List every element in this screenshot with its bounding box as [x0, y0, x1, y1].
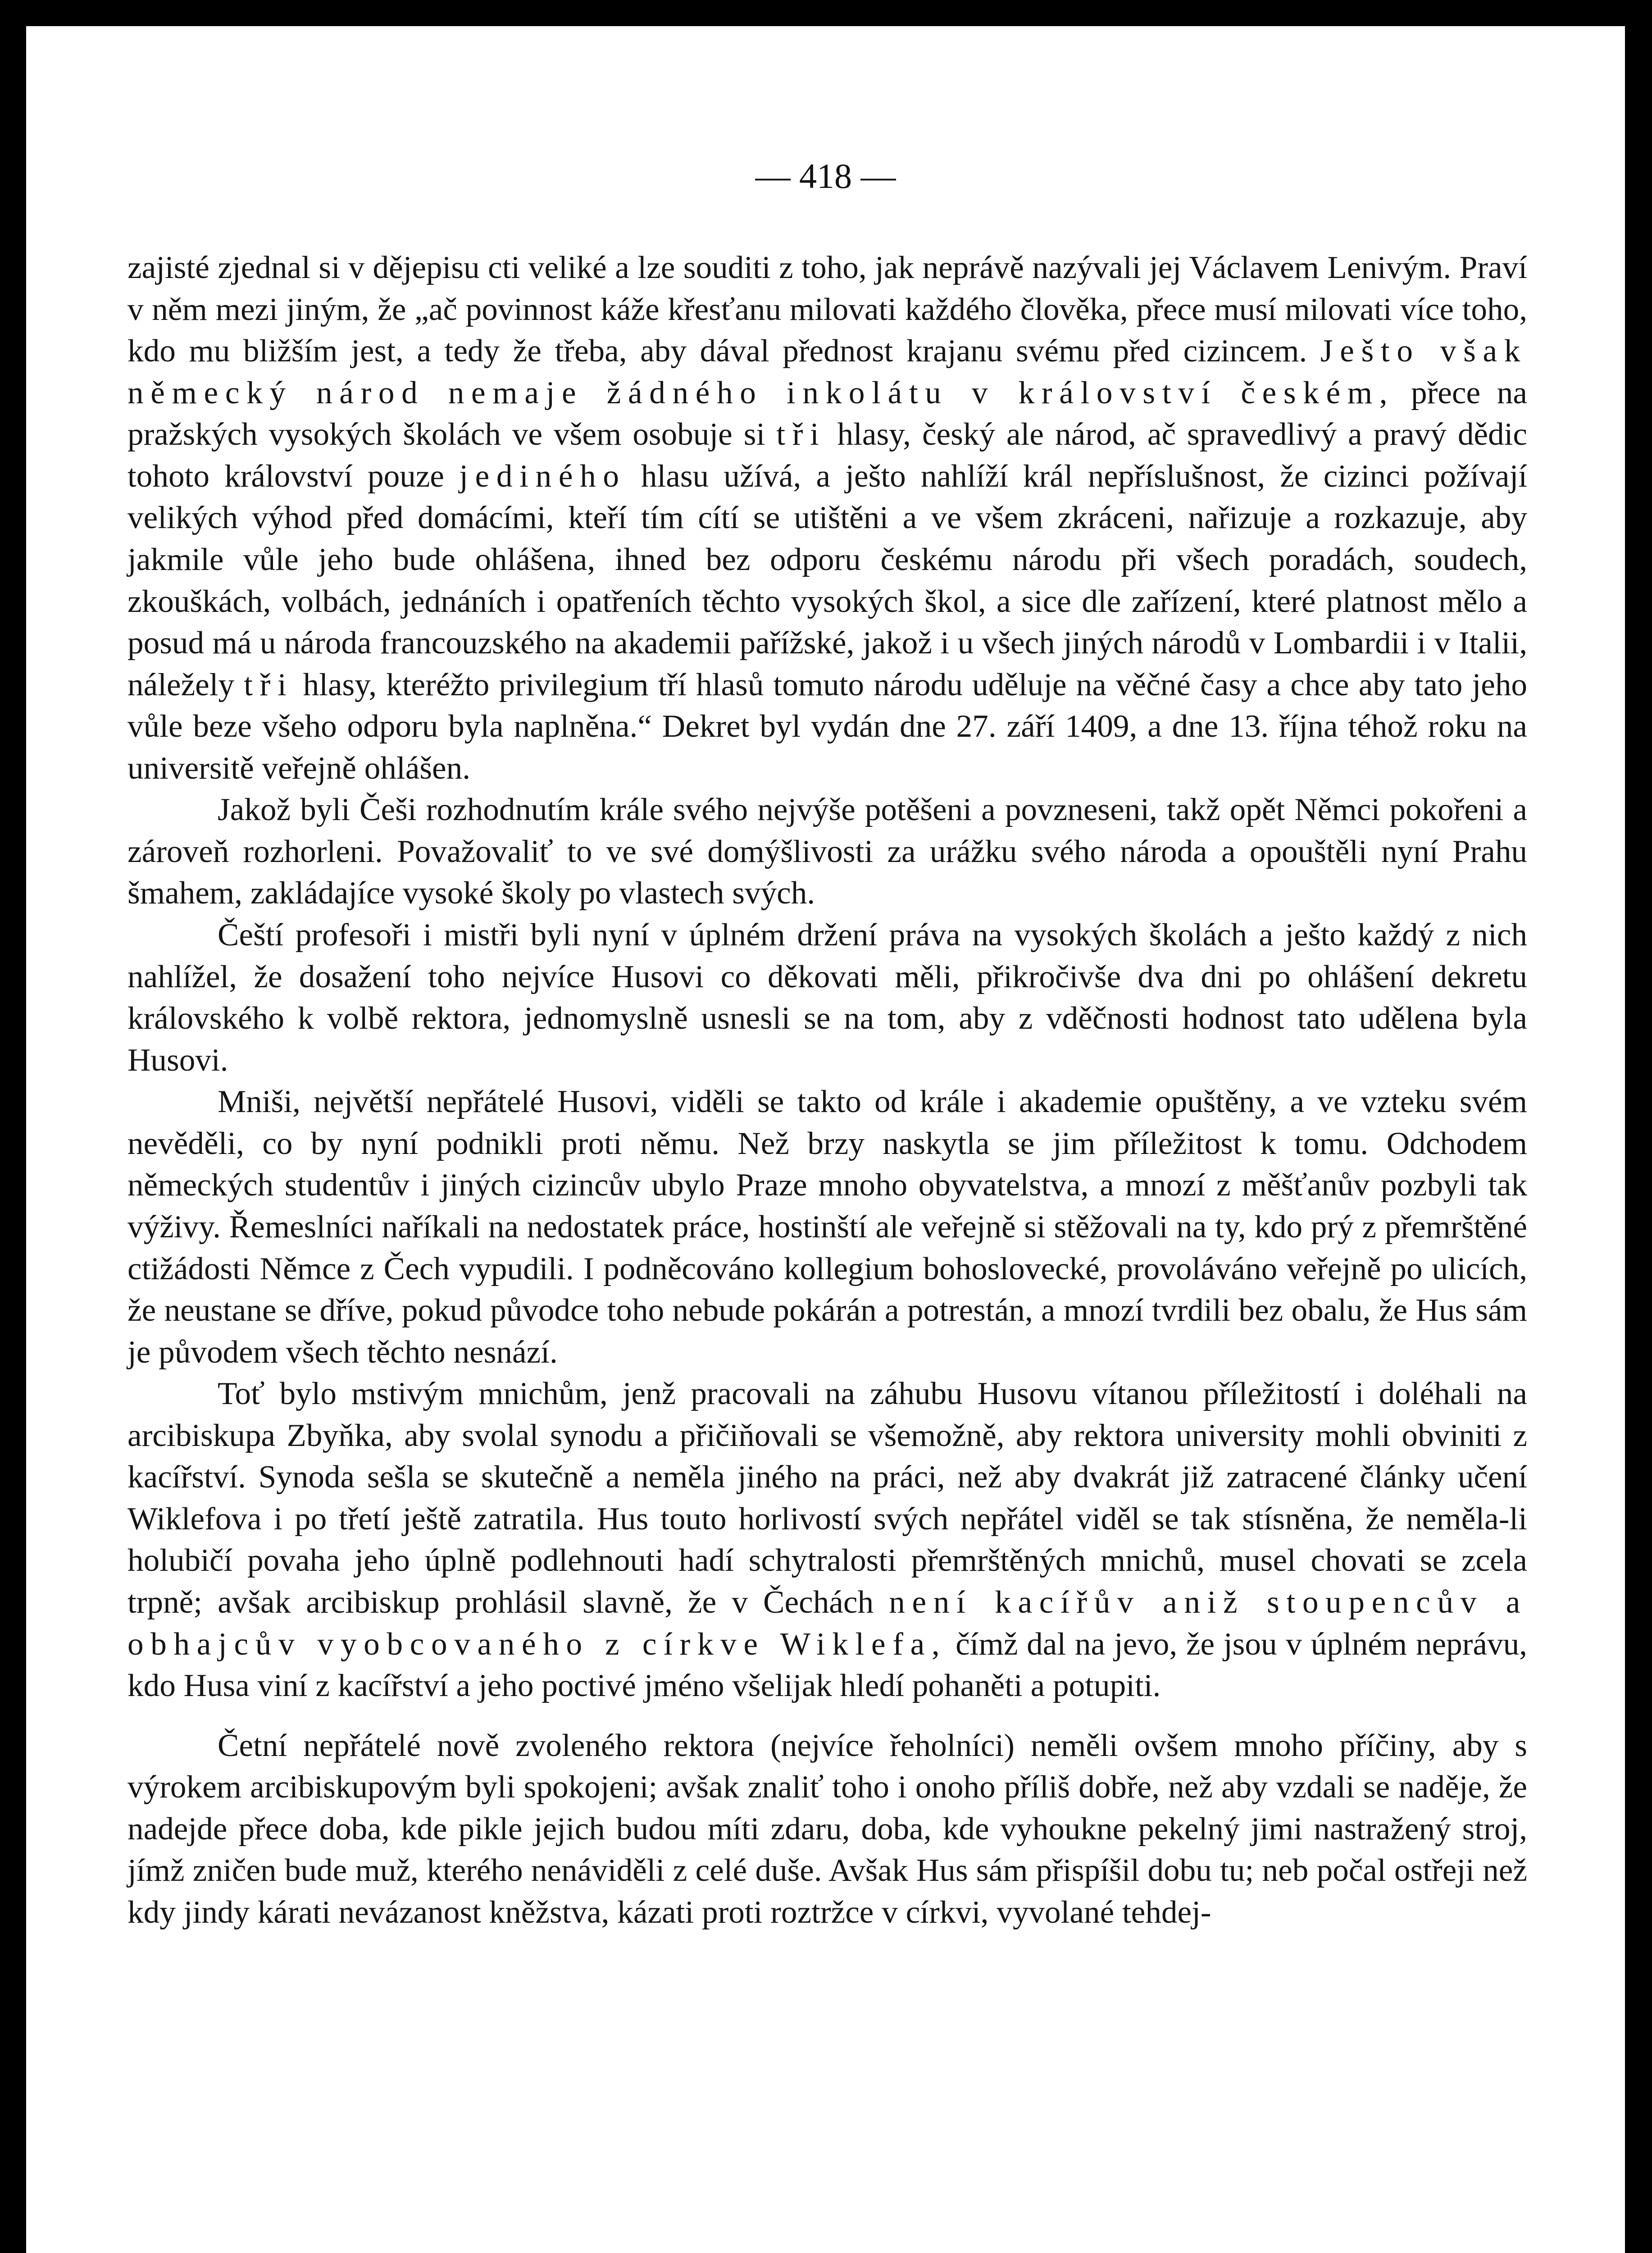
text-run: hlasy, kteréžto privilegium tří hlasů tomuto národu uděluje na věčné časy a chce aby tato jeho vůle beze všeho odporu byla naplněna.“ Dekret byl vydán dne 27. září 1409, a dne 13. října téhož roku na universitě veřejně ohlášen.: [127, 667, 1527, 786]
paragraph-5: [127, 1373, 1527, 1707]
text-run: přece na pražských vysokých školách ve všem osobuje si: [127, 375, 1527, 452]
book-page: [26, 26, 1625, 2253]
text-run: hlasu užívá, a ješto nahlíží král nepříslušnost, že cizinci požívají velikých výhod před domácími, kteří tím cítí se utištěni a ve všem zkráceni, nařizuje a rozkazuje, aby jakmile vůle jeho bude ohlášena, ihned bez odporu českému národu při všech poradách, soudech, zkouškách, volbách, jednáních i opatřeních těchto vysokých škol, a sice dle zařízení, které platnost mělo a posud má u národa francouzského na akademii pařížské, jakož i u všech jiných národů v Lombardii i v Italii, náležely: [127, 458, 1528, 702]
spaced-text: tři: [244, 667, 294, 702]
paragraph-6: Četní nepřátelé nově zvoleného rektora (nejvíce řeholníci) neměli ovšem mnoho příčiny, aby s výrokem arcibiskupovým byli spokojeni; avšak znaliť toho i onoho příliš dobře, než aby vzdali se naděje, že nadejde přece doba, kde pikle jejich budou míti zdaru, doba, kde vyhoukne pekelný jimi nastražený stroj, jímž zničen bude muž, kterého nenáviděli z celé duše. Avšak Hus sám přispíšil dobu tu; neb počal ostřeji než kdy jindy kárati nevázanost kněžstva, kázati proti roztržce v církvi, vyvolané tehdej-: [127, 1728, 1527, 1930]
text-run: zajisté zjednal si v dějepisu cti veliké a lze souditi z toho, jak neprávě nazývali jej Václavem Lenivým. Praví v něm mezi jiným, že „ač povinnost káže křesťanu milovati každého člověka, přece musí milovati více toho, kdo mu bližším jest, a tedy že třeba, aby dával přednost krajanu svému před cizincem.: [127, 250, 1527, 369]
spaced-text: není kacířův aniž stoupencův a obhajcův vyobcovaného z církve Wiklefa,: [127, 1585, 1527, 1662]
paragraph-3: Čeští profesoři i mistři byli nyní v úplném držení práva na vysokých školách a ješto každý z nich nahlížel, že dosažení toho nejvíce Husovi co děkovati měli, přikročivše dva dni po ohlášení dekretu královského k volbě rektora, jednomyslně usnesli se na tom, aby z vděčnosti hodnost tato udělena byla Husovi.: [127, 917, 1527, 1078]
paragraph-4: Mniši, největší nepřátelé Husovi, viděli se takto od krále i akademie opuštěny, a ve vzteku svém nevěděli, co by nyní podnikli proti němu. Než brzy naskytla se jim příležitost k tomu. Odchodem německých studentův i jiných cizincův ubylo Praze mnoho obyvatelstva, a mnozí z měšťanův pozbyli tak výživy. Řemeslníci naříkali na nedostatek práce, hostinští ale veřejně si stěžovali na ty, kdo prý z přemrštěné ctižádosti Němce z Čech vypudili. I podněcováno kollegium bohoslovecké, provoláváno veřejně po ulicích, že neustane se dříve, pokud původce toho nebude pokárán a potrestán, a mnozí tvrdili bez obalu, že Hus sám je původem všech těchto nesnází.: [127, 1084, 1527, 1370]
spaced-text: tři: [776, 417, 826, 452]
paragraph-2: Jakož byli Češi rozhodnutím krále svého nejvýše potěšeni a povzneseni, takž opět Němci pokořeni a zároveň rozhorleni. Považovaliť to ve své domýšlivosti za urážku svého národa a opouštěli nyní Prahu šmahem, zakládajíce vysoké školy po vlastech svých.: [127, 792, 1527, 911]
paragraph-1: [127, 247, 1527, 789]
text-run: čímž dal na jevo, že jsou v úplném neprávu, kdo Husa viní z kacířství a jeho poctivé jméno všelijak hledí pohaněti a potupiti.: [127, 1626, 1527, 1704]
page-number: — 418 —: [755, 156, 896, 196]
text-run: hlasy, český ale národ, ač spravedlivý a pravý dědic tohoto království pouze: [127, 417, 1527, 494]
spaced-text: jediného: [459, 458, 626, 494]
body-text: [127, 247, 1527, 1934]
spaced-text: Ješto však německý národ nemaje žádného inkolátu v království českém,: [127, 333, 1527, 410]
text-run: Toť bylo mstivým mnichům, jenž pracovali na záhubu Husovu vítanou příležitostí i doléhali na arcibiskupa Zbyňka, aby svolal synodu a přičiňovali se všemožně, aby rektora university mohli obviniti z kacířství. Synoda sešla se skutečně a neměla jiného na práci, než aby dvakrát již zatracené články učení Wiklefova i po třetí ještě zatratila. Hus touto horlivostí svých nepřátel viděl se tak stísněna, že neměla-li holubičí povaha jeho úplně podlehnouti hadí schytralosti přemrštěných mnichů, musel chovati se zcela trpně; avšak arcibiskup prohlásil slavně, že v Čechách: [127, 1376, 1527, 1620]
